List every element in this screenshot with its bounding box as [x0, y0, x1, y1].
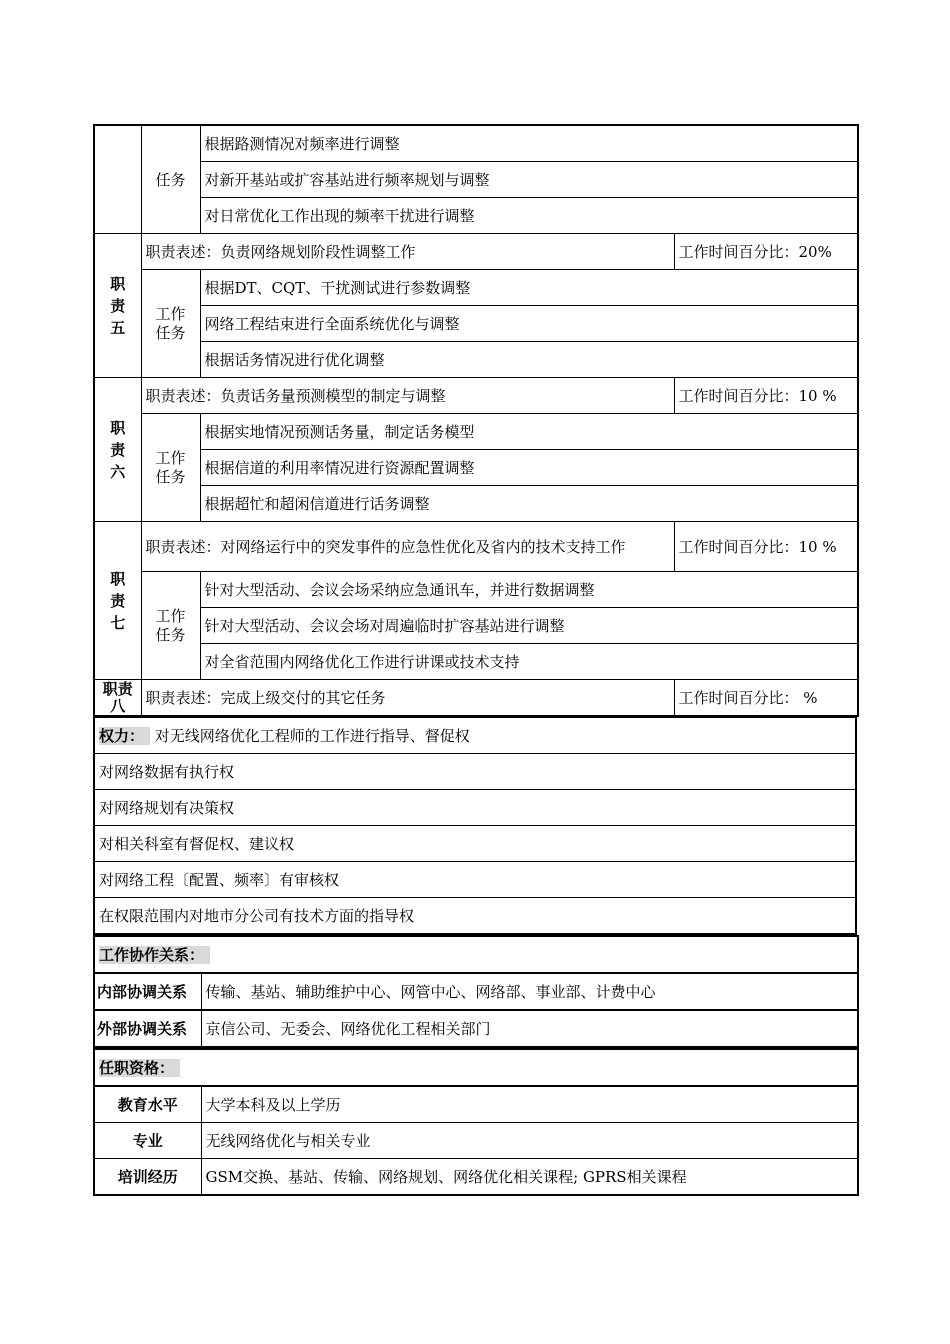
- internal-value: 传输、基站、辅助维护中心、网管中心、网络部、事业部、计费中心: [201, 973, 858, 1010]
- duty8-time: 工作时间百分比： %: [674, 680, 858, 717]
- duty7-task-3: 对全省范围内网络优化工作进行讲课或技术支持: [200, 644, 858, 680]
- duty5-task-3: 根据话务情况进行优化调整: [200, 342, 858, 378]
- external-value: 京信公司、无委会、网络优化工程相关部门: [201, 1010, 858, 1047]
- authority-first: 对无线网络优化工程师的工作进行指导、督促权: [154, 726, 470, 745]
- major-label: 专业: [94, 1123, 201, 1159]
- major-value: 无线网络优化与相关专业: [201, 1123, 858, 1159]
- duty4-label-cell: [94, 125, 141, 234]
- duty7-label: 职责七: [94, 522, 141, 680]
- authority-item-4: 对网络工程〔配置、频率〕有审核权: [94, 862, 856, 898]
- duty4-task-label: 任务: [141, 125, 200, 234]
- duty6-label: 职责六: [94, 378, 141, 522]
- training-value: GSM交换、基站、传输、网络规划、网络优化相关课程; GPRS相关课程: [201, 1159, 858, 1196]
- duty6-desc: 职责表述：负责话务量预测模型的制定与调整: [141, 378, 674, 414]
- job-description-page: [93, 124, 857, 1196]
- collab-label: 工作协作关系：: [99, 946, 210, 964]
- qual-header-cell: [94, 1049, 858, 1086]
- duty7-task-label: 工作任务: [141, 572, 200, 680]
- training-label: 培训经历: [94, 1159, 201, 1196]
- authority-item-1: 对网络数据有执行权: [94, 754, 856, 790]
- edu-label: 教育水平: [94, 1086, 201, 1123]
- duty5-task-label: 工作任务: [141, 270, 200, 378]
- duties-table: [93, 124, 859, 717]
- duty4-task-1: 根据路测情况对频率进行调整: [200, 125, 858, 162]
- duty4-task-3: 对日常优化工作出现的频率干扰进行调整: [200, 198, 858, 234]
- duty8-desc: 职责表述：完成上级交付的其它任务: [141, 680, 674, 717]
- duty5-task-2: 网络工程结束进行全面系统优化与调整: [200, 306, 858, 342]
- duty8-label: 职责八: [94, 680, 141, 717]
- duty6-time: 工作时间百分比：10 %: [674, 378, 858, 414]
- duty7-time: 工作时间百分比：10 %: [674, 522, 858, 572]
- duty5-task-1: 根据DT、CQT、干扰测试进行参数调整: [200, 270, 858, 306]
- duty5-label: 职责五: [94, 234, 141, 378]
- collab-table: [93, 935, 859, 1048]
- duty6-task-2: 根据信道的利用率情况进行资源配置调整: [200, 450, 858, 486]
- authority-item-5: 在权限范围内对地市分公司有技术方面的指导权: [94, 898, 856, 935]
- collab-header-cell: [94, 936, 858, 973]
- internal-label: 内部协调关系: [94, 973, 201, 1010]
- external-label: 外部协调关系: [94, 1010, 201, 1047]
- edu-value: 大学本科及以上学历: [201, 1086, 858, 1123]
- authority-label: 权力：: [99, 727, 150, 745]
- authority-first-row: [94, 718, 856, 754]
- duty7-task-1: 针对大型活动、会议会场采纳应急通讯车，并进行数据调整: [200, 572, 858, 608]
- duty6-task-label: 工作任务: [141, 414, 200, 522]
- authority-table: [93, 717, 857, 935]
- authority-item-2: 对网络规划有决策权: [94, 790, 856, 826]
- duty7-desc: 职责表述：对网络运行中的突发事件的应急性优化及省内的技术支持工作: [141, 522, 674, 572]
- duty5-desc: 职责表述：负责网络规划阶段性调整工作: [141, 234, 674, 270]
- duty5-time: 工作时间百分比：20%: [674, 234, 858, 270]
- qual-label: 任职资格：: [99, 1059, 180, 1077]
- duty4-task-2: 对新开基站或扩容基站进行频率规划与调整: [200, 162, 858, 198]
- duty7-task-2: 针对大型活动、会议会场对周遍临时扩容基站进行调整: [200, 608, 858, 644]
- duty6-task-1: 根据实地情况预测话务量，制定话务模型: [200, 414, 858, 450]
- duty6-task-3: 根据超忙和超闲信道进行话务调整: [200, 486, 858, 522]
- authority-item-3: 对相关科室有督促权、建议权: [94, 826, 856, 862]
- qual-table: [93, 1048, 859, 1196]
